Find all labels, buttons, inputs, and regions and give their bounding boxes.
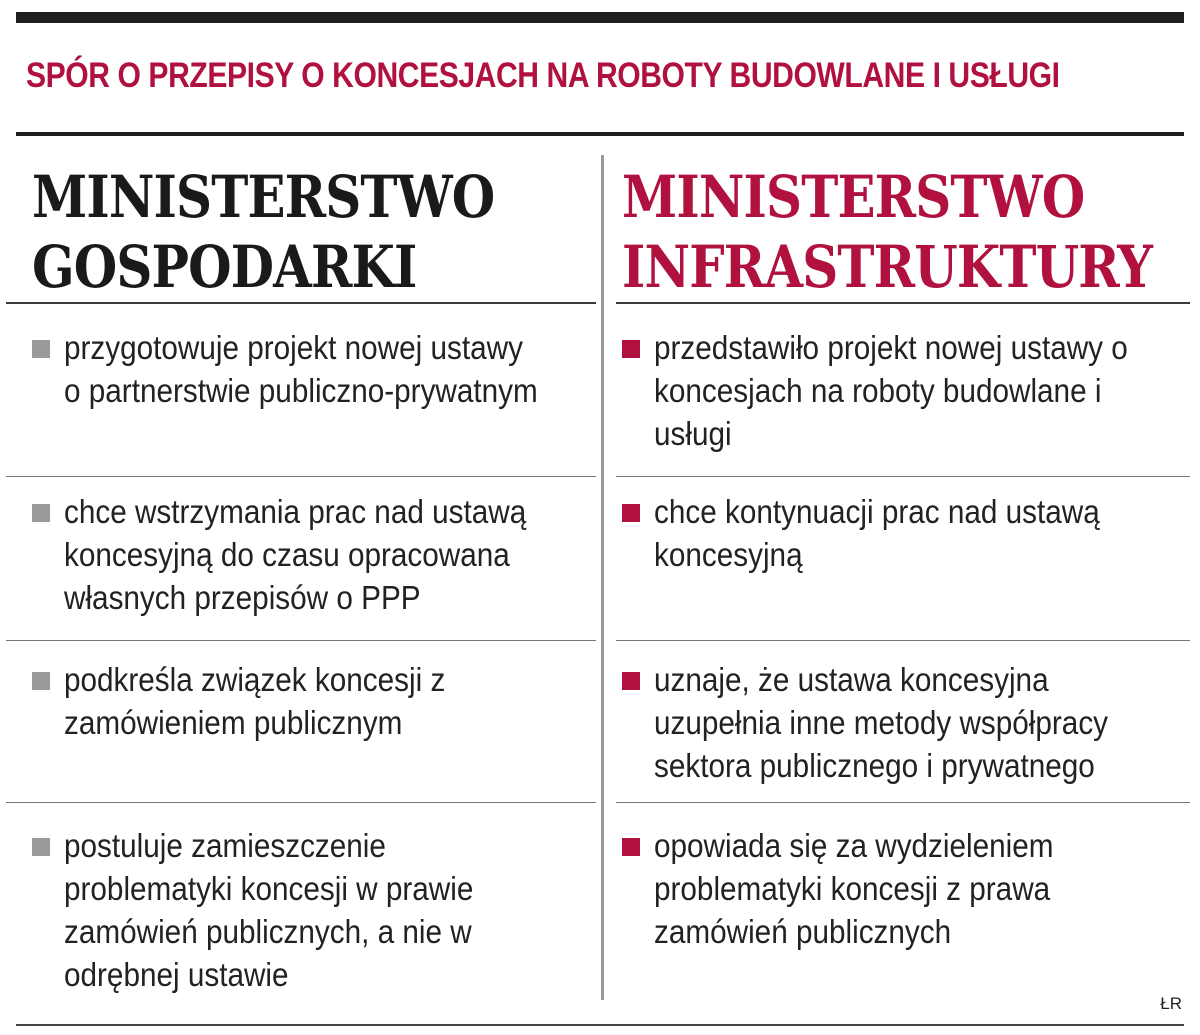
list-item-text: chce wstrzymania prac nad ustawą koncesyjną do czasu opracowana własnych przepisów o PPP: [64, 493, 527, 616]
square-bullet-icon: [32, 838, 50, 856]
list-item: [622, 490, 1197, 576]
list-item: [32, 326, 592, 412]
column-ministry-economy: [0, 0, 598, 1035]
row-divider: [616, 802, 1190, 803]
column-heading-left: MINISTERSTWO GOSPODARKI: [32, 163, 495, 301]
square-bullet-icon: [32, 672, 50, 690]
list-item-text: postuluje zamieszczenie problematyki koncesji w prawie zamówień publicznych, a nie w odrębnej ustawie: [64, 827, 474, 993]
row-divider: [616, 476, 1190, 477]
square-bullet-icon: [32, 340, 50, 358]
row-divider: [6, 476, 596, 477]
list-item: [32, 490, 592, 619]
heading-rule-right: [616, 302, 1190, 304]
list-item: [622, 824, 1197, 953]
page-title: SPÓR O PRZEPISY O KONCESJACH NA ROBOTY BUDOWLANE I USŁUGI: [26, 56, 1060, 95]
square-bullet-icon: [622, 340, 640, 358]
bottom-rule: [16, 1024, 1184, 1026]
row-divider: [616, 640, 1190, 641]
row-divider: [6, 802, 596, 803]
list-item: [32, 824, 592, 996]
square-bullet-icon: [622, 838, 640, 856]
author-credit: ŁR: [1160, 994, 1182, 1013]
list-item-text: chce kontynuacji prac nad ustawą koncesyjną: [654, 493, 1100, 573]
square-bullet-icon: [622, 672, 640, 690]
column-heading-right: MINISTERSTWO INFRASTRUKTURY: [622, 163, 1153, 301]
list-item: [32, 658, 592, 744]
square-bullet-icon: [32, 504, 50, 522]
list-item-text: przygotowuje projekt nowej ustawy o partnerstwie publiczno-prywatnym: [64, 329, 538, 409]
row-divider: [6, 640, 596, 641]
list-item-text: opowiada się za wydzieleniem problematyki koncesji z prawa zamówień publicznych: [654, 827, 1054, 950]
list-item-text: uznaje, że ustawa koncesyjna uzupełnia inne metody współpracy sektora publicznego i prywatnego: [654, 661, 1109, 784]
list-item-text: podkreśla związek koncesji z zamówieniem publicznym: [64, 661, 446, 741]
column-ministry-infrastructure: [604, 0, 1200, 1035]
heading-rule-left: [6, 302, 596, 304]
list-item: [622, 658, 1197, 787]
list-item-text: przedstawiło projekt nowej ustawy o koncesjach na roboty budowlane i usługi: [654, 329, 1128, 452]
list-item: [622, 326, 1197, 455]
square-bullet-icon: [622, 504, 640, 522]
